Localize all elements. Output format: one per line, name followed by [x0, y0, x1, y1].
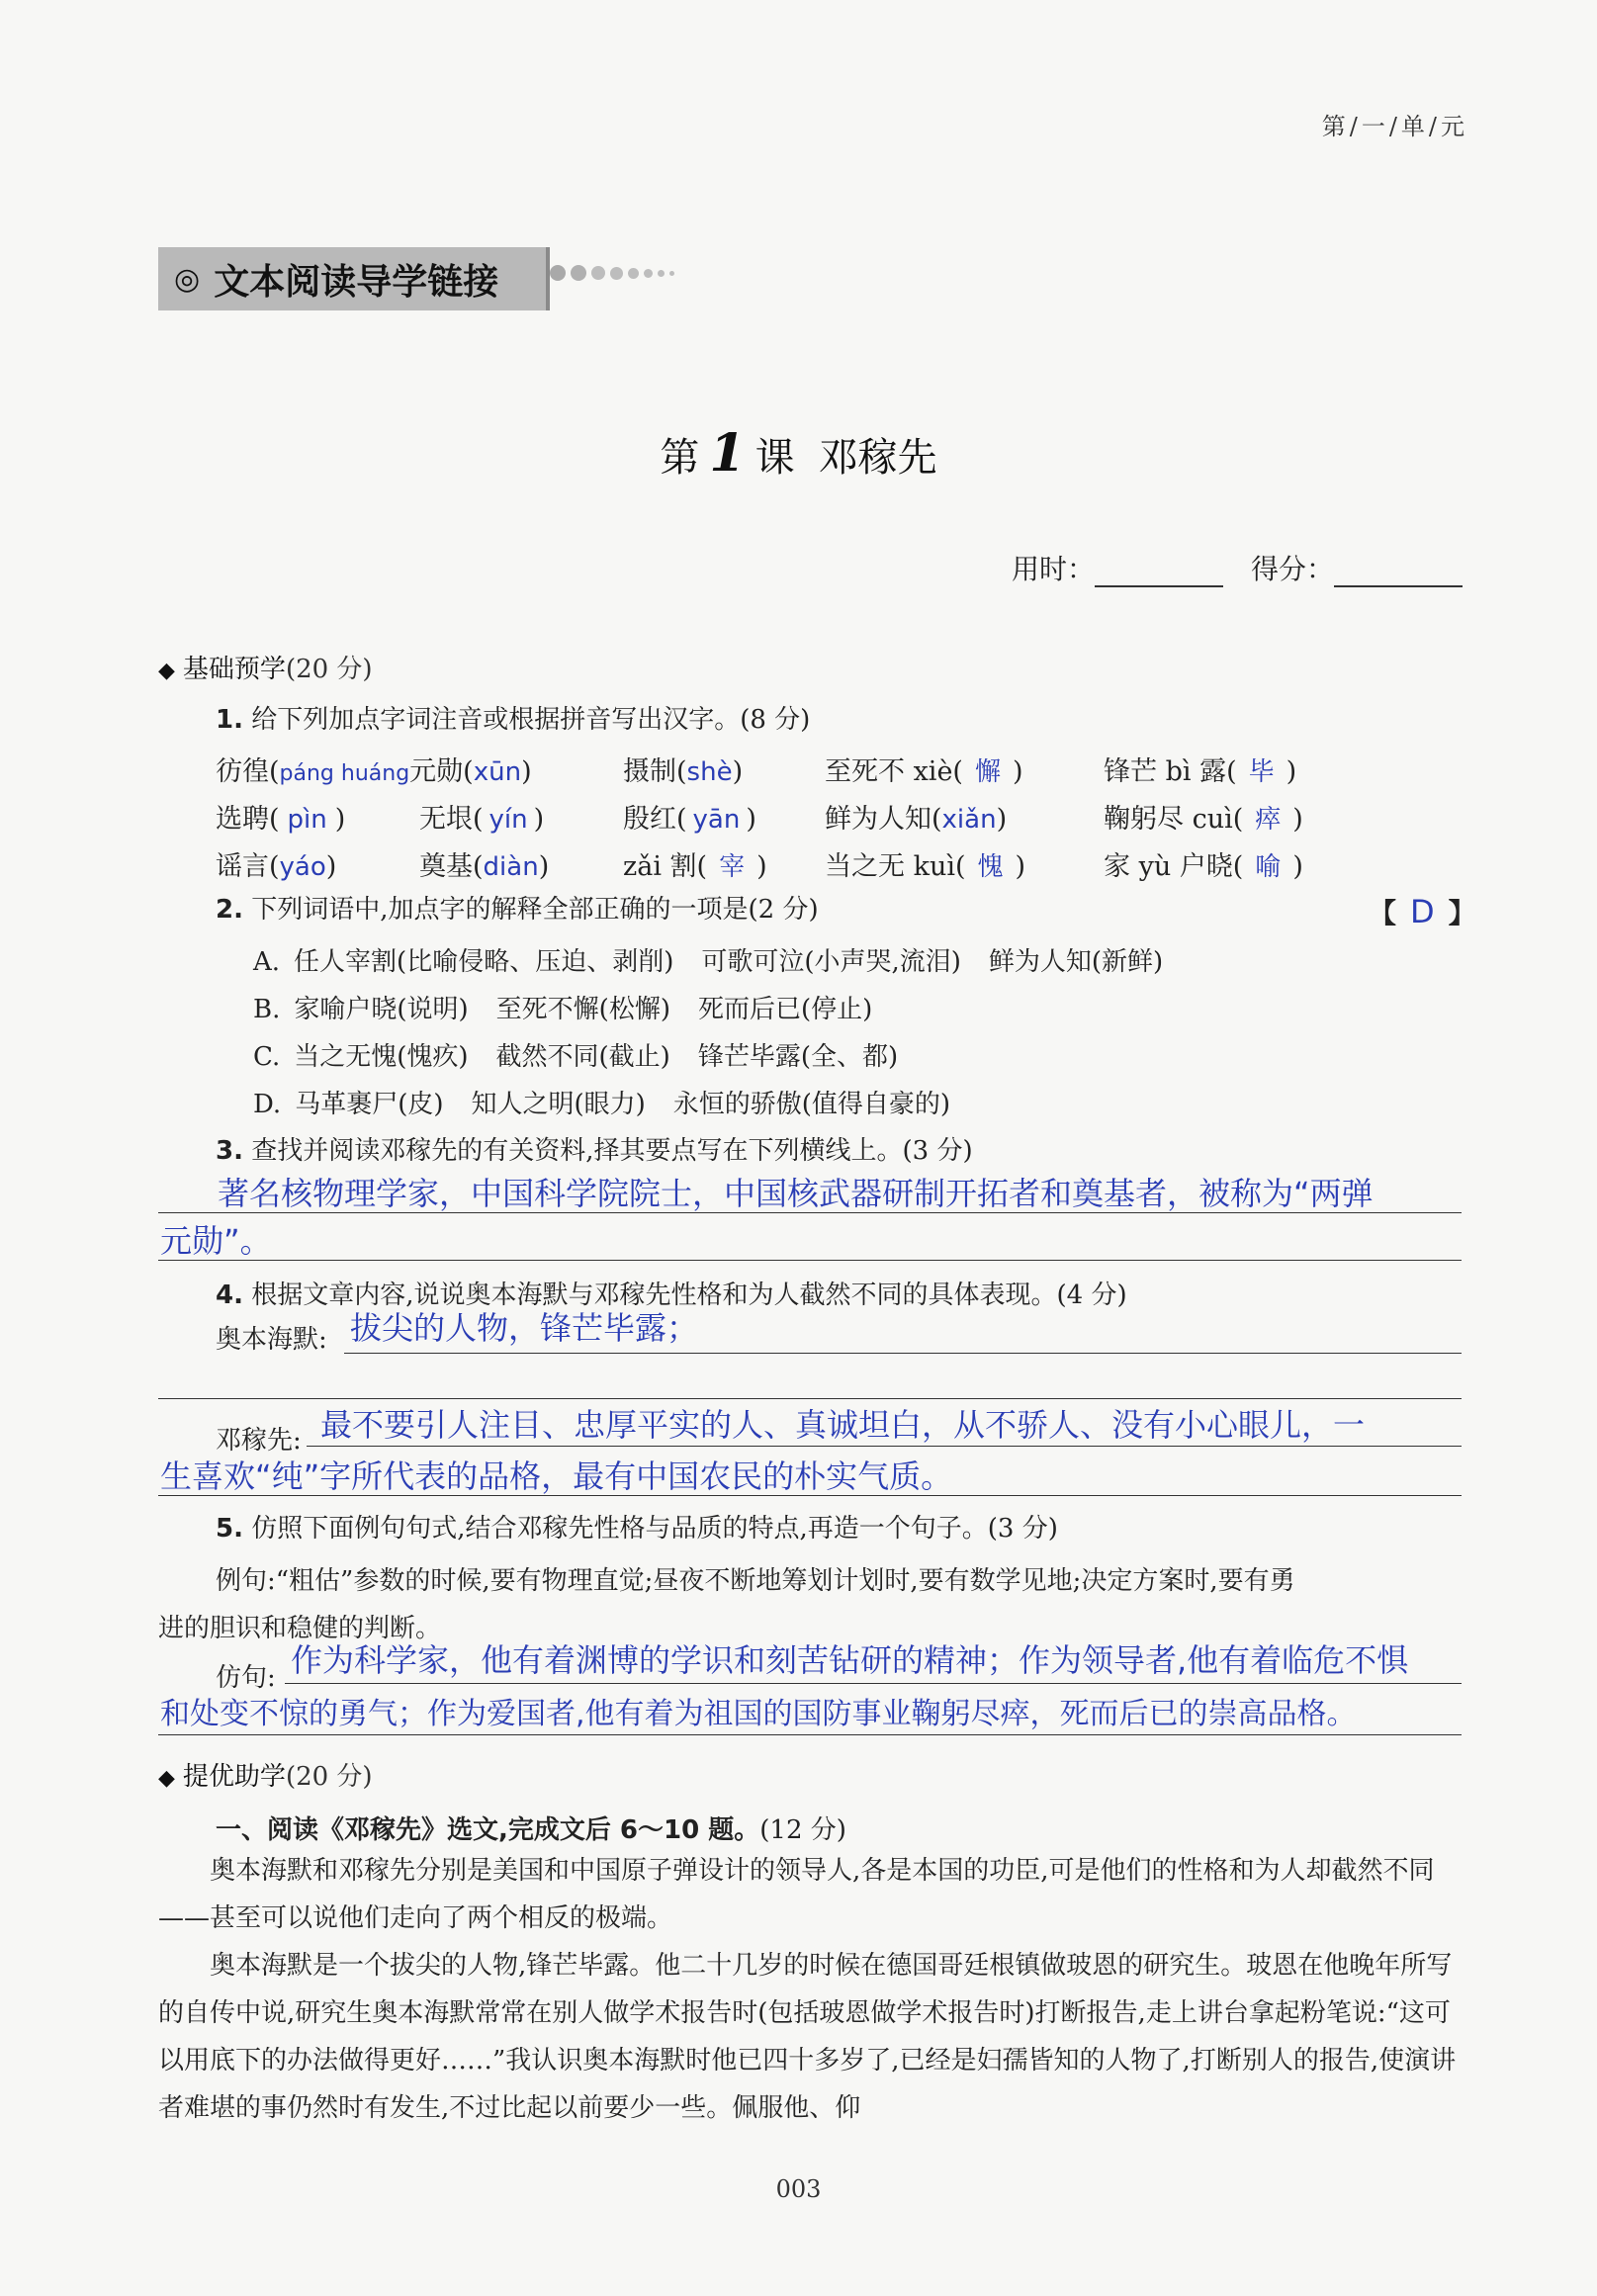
reading-paragraph-2: 奥本海默是一个拔尖的人物,锋芒毕露。他二十几岁的时候在德国哥廷根镇做玻恩的研究生。玻恩在他晚年所写的自传中说,研究生奥本海默常常在别人做学术报告时(包括玻恩做学术报告时)打断报告,走上讲台拿起粉笔说:“这可以用底下的办法做得更好……”我认识奥本海默时他已四十多岁了,已经是妇孺皆知的人物了,打断别人的报告,使演讲者难堪的事仍然时有发生,不过比起以前要少一些。佩服他、仰 — [158, 1951, 1457, 2123]
q1-item: 至死不 xiè( 懈 ) — [825, 756, 1023, 787]
question-1-text: 给下列加点字词注音或根据拼音写出汉字。(8 分) — [251, 705, 811, 735]
q2-option-a: A. 任人宰割(比喻侵略、压迫、剥削) 可歌可泣(小声哭,流泪) 鲜为人知(新鲜) — [253, 947, 1164, 977]
time-field[interactable] — [1095, 560, 1223, 587]
q1-item: 当之无 kuì( 愧 ) — [825, 851, 1026, 882]
q4-label-a: 奥本海默: — [216, 1325, 327, 1355]
banner-bullet-icon: ◎ — [174, 261, 201, 297]
q1-row-3 — [216, 844, 1481, 884]
q5-label: 仿句: — [216, 1663, 276, 1693]
diamond-icon: ◆ — [158, 659, 175, 683]
q1-item: 鞠躬尽 cuì( 瘁 ) — [1104, 804, 1303, 835]
q1-item: zǎi 割( 宰 ) — [623, 851, 767, 882]
score-field[interactable] — [1334, 560, 1463, 587]
q2-option-d: D. 马革裹尸(皮) 知人之明(眼力) 永恒的骄傲(值得自豪的) — [253, 1090, 951, 1119]
handwritten-answer: yān — [692, 805, 741, 835]
question-2-stem — [216, 892, 819, 927]
handwritten-answer: D — [1410, 893, 1435, 930]
q3-answer-line-1[interactable] — [158, 1167, 1462, 1213]
reading-heading-text: 一、阅读《邓稼先》选文,完成文后 6～10 题。 — [216, 1815, 760, 1845]
handwritten-answer: 愧 — [977, 852, 1004, 882]
q2-option-c: C. 当之无愧(愧疚) 截然不同(截止) 锋芒毕露(全、都) — [253, 1042, 899, 1072]
question-3-stem — [216, 1133, 973, 1169]
handwritten-answer: shè — [686, 757, 733, 787]
banner-dots-decoration — [550, 265, 674, 281]
question-1-number: 1. — [216, 705, 243, 735]
question-4-text: 根据文章内容,说说奥本海默与邓稼先性格和为人截然不同的具体表现。(4 分) — [251, 1280, 1127, 1310]
q2-option-b: B. 家喻户晓(说明) 至死不懈(松懈) 死而后已(停止) — [253, 995, 873, 1024]
handwritten-answer: 生喜欢“纯”字所代表的品格，最有中国农民的朴实气质。 — [160, 1457, 953, 1495]
q1-row-1 — [216, 750, 1481, 789]
q1-item: 鲜为人知(xiǎn) — [825, 804, 1008, 835]
reading-points: (12 分) — [759, 1815, 846, 1845]
question-2-text: 下列词语中,加点字的解释全部正确的一项是(2 分) — [251, 895, 819, 925]
handwritten-answer: 元勋”。 — [160, 1222, 272, 1260]
q1-item: 家 yù 户晓( 喻 ) — [1104, 851, 1303, 882]
handwritten-answer: 著名核物理学家，中国科学院院士，中国核武器研制开拓者和奠基者，被称为“两弹 — [218, 1175, 1374, 1212]
section-improve-points: (20 分) — [285, 1762, 373, 1792]
section-banner — [158, 247, 550, 310]
q1-item: 无垠( yín ) — [419, 804, 545, 835]
q5-example-line-1: 例句:“粗估”参数的时候,要有物理直觉;昼夜不断地筹划计划时,要有数学见地;决定方案时,要有勇 — [216, 1566, 1295, 1596]
handwritten-answer: diàn — [483, 852, 539, 882]
q3-answer-line-2[interactable] — [158, 1214, 1462, 1261]
question-1-stem — [216, 702, 810, 738]
section-basic-heading — [158, 649, 373, 685]
handwritten-answer: 毕 — [1248, 757, 1275, 787]
q1-row-2 — [216, 797, 1481, 837]
question-2-answer-bracket: 【 D 】 — [1369, 893, 1476, 930]
q4-answer-line-b2[interactable] — [158, 1448, 1462, 1496]
question-3-text: 查找并阅读邓稼先的有关资料,择其要点写在下列横线上。(3 分) — [251, 1136, 973, 1166]
q5-answer-line-1[interactable] — [285, 1634, 1462, 1684]
q4-answer-line-a[interactable] — [344, 1301, 1462, 1354]
q1-item: 彷徨(páng huáng元勋(xūn) — [216, 756, 532, 787]
question-2-number: 2. — [216, 895, 243, 925]
handwritten-answer: yín — [488, 805, 528, 835]
time-label: 用时： — [1011, 553, 1095, 585]
q4-answer-line-b1[interactable] — [307, 1398, 1462, 1447]
handwritten-answer: 和处变不惊的勇气；作为爱国者,他有着为祖国的国防事业鞠躬尽瘁，死而后已的崇高品格。 — [160, 1697, 1357, 1731]
handwritten-answer: 宰 — [719, 852, 746, 882]
page-number: 003 — [775, 2175, 822, 2203]
question-3-number: 3. — [216, 1136, 243, 1166]
diamond-icon: ◆ — [158, 1766, 175, 1791]
q4-blank-line[interactable] — [158, 1355, 1462, 1399]
time-score-row — [1012, 548, 1463, 587]
lesson-title — [0, 423, 1597, 484]
handwritten-answer: 作为科学家，他有着渊博的学识和刻苦钻研的精神；作为领导者,他有着临危不惧 — [291, 1641, 1409, 1679]
q1-item: 谣言(yáo) — [216, 851, 337, 882]
handwritten-answer: yáo — [279, 852, 326, 882]
section-improve-title: 提优助学 — [182, 1762, 286, 1792]
section-basic-title: 基础预学 — [182, 655, 286, 684]
q1-item: 摄制(shè) — [623, 756, 744, 787]
question-5-number: 5. — [216, 1514, 243, 1544]
q5-example-line-2: 进的胆识和稳健的判断。 — [158, 1614, 442, 1643]
unit-header: 第/一/单/元 — [1321, 113, 1468, 140]
reading-paragraph-1: 奥本海默和邓稼先分别是美国和中国原子弹设计的领导人,各是本国的功臣,可是他们的性格和为人却截然不同——甚至可以说他们走向了两个相反的极端。 — [158, 1856, 1435, 1933]
q1-item: 锋芒 bì 露( 毕 ) — [1104, 756, 1297, 787]
section-improve-heading — [158, 1756, 373, 1793]
handwritten-answer: pìn — [287, 805, 327, 835]
handwritten-answer: 喻 — [1255, 852, 1282, 882]
handwritten-answer: 拔尖的人物，锋芒毕露； — [350, 1309, 699, 1347]
q4-label-b: 邓稼先: — [216, 1426, 302, 1456]
handwritten-answer: páng huáng — [279, 761, 410, 786]
banner-title: 文本阅读导学链接 — [214, 261, 499, 303]
question-4-number: 4. — [216, 1280, 243, 1310]
handwritten-answer: 瘁 — [1255, 805, 1282, 835]
section-basic-points: (20 分) — [285, 655, 373, 684]
q1-item: 奠基(diàn) — [419, 851, 550, 882]
q5-answer-line-2[interactable] — [158, 1685, 1462, 1735]
q1-item: 选聘( pìn ) — [216, 804, 346, 835]
question-5-text: 仿照下面例句句式,结合邓稼先性格与品质的特点,再造一个句子。(3 分) — [251, 1514, 1058, 1544]
score-label: 得分： — [1250, 553, 1334, 585]
lesson-suffix: 课 — [754, 435, 795, 481]
handwritten-answer: xiǎn — [941, 805, 997, 835]
lesson-prefix: 第 — [660, 435, 700, 481]
handwritten-answer: 懈 — [974, 757, 1001, 787]
handwritten-answer: xūn — [473, 757, 522, 787]
q1-item: 殷红( yān ) — [623, 804, 756, 835]
question-5-stem — [216, 1511, 1058, 1546]
handwritten-answer: 最不要引人注目、忠厚平实的人、真诚坦白，从不骄人、没有小心眼儿，一 — [320, 1406, 1366, 1444]
lesson-name: 邓稼先 — [818, 435, 937, 481]
reading-heading — [216, 1810, 846, 1846]
lesson-number: 1 — [709, 423, 746, 484]
